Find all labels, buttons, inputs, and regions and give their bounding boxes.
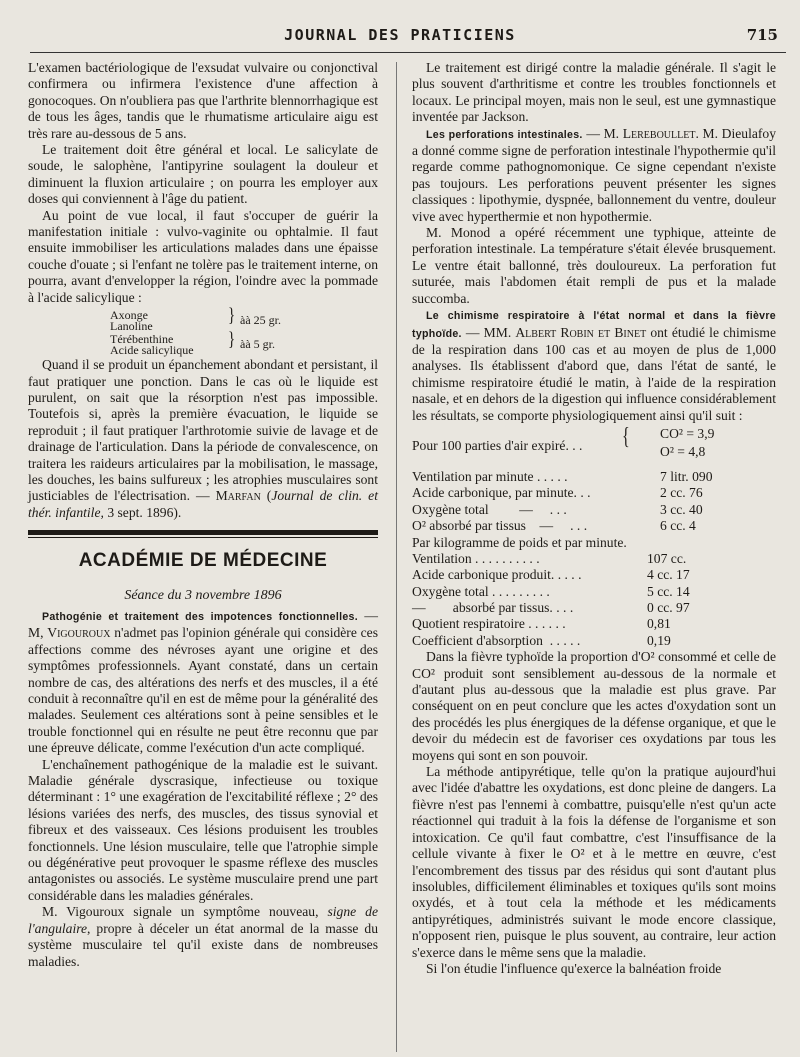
running-header xyxy=(0,26,800,48)
row-value: 0,19 xyxy=(647,632,671,648)
formula-ingredient: Acide salicylique xyxy=(110,343,194,358)
paragraph xyxy=(28,608,378,757)
row-value: 6 cc. 4 xyxy=(660,518,696,534)
formula-ingredient: Lanoline xyxy=(110,319,153,334)
paragraph: L'enchaînement pathogénique de la maladie est le suivant. Maladie générale dyscrasique, infectieuse ou toxique déterminant : 1° une exagération de l'excitabilité réflexe ; 2° des lésions variées des nerfs, des muscles, des tissus synovial et fibreux et des vaisseaux. Ces lésions produisent les troubles fonctionnels. Une lésion musculaire, telle que l'atrophie simple ou dégénérative peut provoquer le spasme réflexe des muscles antagonistes ou associés. Le système musculaire prend une part considérable dans les maladies générales. xyxy=(28,756,378,903)
column-rule xyxy=(396,62,397,1052)
row-value: 3 cc. 40 xyxy=(660,501,703,517)
paragraph xyxy=(28,904,378,970)
text: n'admet pas l'opinion générale qui considère ces affections comme des névroses ayant une origine et des symptômes professionnels. Ayant constaté, dans un certain nombre de cas, des altérations des nerfs et des muscles, il a été conduit à reconnaître qu'il en est de même pour la généralité des malades. Seulement ces altérations sont à peine sensibles et le trouble fonctionnel qui en résulte ne peut être reconnu que par une épreuve délicate, comme l'exécution d'un acte compliqué. xyxy=(28,625,378,756)
prescription-formula xyxy=(28,305,378,358)
brace: { xyxy=(622,424,630,450)
brace: } xyxy=(228,329,236,351)
paragraph: Dans la fièvre typhoïde la proportion d'O² consommé et celle de CO² produit sont sensiblement au-dessous de la normale et d'autant plus au-dessous que la maladie est plus grave. Par conséquent on en peut conclure que les actes d'oxydation sont un des procédés les plus énergiques de la défense organique, et que le devoir du médecin est de favoriser ces oxydations par tous les moyens qui sont en son pouvoir. xyxy=(412,649,776,763)
formula-quantity: àà 25 gr. xyxy=(240,313,281,328)
row-label: — absorbé par tissus. . . . xyxy=(412,600,574,616)
session-date: Séance du 3 novembre 1896 xyxy=(124,587,282,603)
row-label: O² absorbé par tissus — . . . xyxy=(412,518,588,534)
section-rule xyxy=(28,537,378,538)
row-label: Quotient respiratoire . . . . . . xyxy=(412,616,566,632)
left-column xyxy=(28,60,378,970)
table-row xyxy=(412,485,776,501)
table-row xyxy=(412,469,776,485)
row-value: 0 cc. 97 xyxy=(647,600,690,616)
table-row xyxy=(412,551,776,567)
journal-title: JOURNAL DES PRATICIENS xyxy=(284,26,516,44)
italic-term: signe de l'angulaire xyxy=(28,904,378,936)
brace: } xyxy=(228,305,236,327)
o2-value: O² = 4,8 xyxy=(660,443,706,459)
row-value: 4 cc. 17 xyxy=(647,567,690,583)
text: , propre à déceler un état anormal de la masse du système musculaire tel qu'il existe dans de nombreuses maladies. xyxy=(28,920,378,969)
row-label: Oxygène total — . . . xyxy=(412,501,567,517)
table-row xyxy=(412,633,776,649)
author: Albert Robin et Binet xyxy=(515,324,647,340)
row-label: Coefficient d'absorption . . . . . xyxy=(412,632,581,648)
row-value: 0,81 xyxy=(647,616,671,632)
table-row xyxy=(412,502,776,518)
paragraph xyxy=(412,307,776,424)
text: — M. xyxy=(582,125,623,141)
text: — MM. xyxy=(461,324,516,340)
table-row xyxy=(412,616,776,632)
paragraph: La méthode antipyrétique, telle qu'on la pratique aujourd'hui avec l'idée d'abattre les oxydations, est donc pleine de dangers. La fièvre n'est pas l'ennemi à combattre, puisqu'elle n'est qu'un acte réactionnel qui traduit à la fois la défense de l'organisme et son intoxication. Ce qu'il faut combattre, c'est l'insuffisance de la cellule vivante à fixer le O² et à le mettre en œuvre, c'est l'encombrement des tissus par des résidus qui sont d'autant plus insolubles, difficilement éliminables et toxiques qu'ils sont moins oxydés, et à tout cela la méthode et les médicaments antipyrétiques, administrés suivant le mode encore classique, n'opposent rien, puisque le plus souvent, au contraire, leur action s'exerce dans le même sens que la maladie. xyxy=(412,764,776,960)
text: — M, xyxy=(28,607,378,641)
paragraph: Si l'on étudie l'influence qu'exerce la balnéation froide xyxy=(426,960,722,976)
air-label: Pour 100 parties d'air expiré. . . xyxy=(412,437,583,453)
formula-quantity: àà 5 gr. xyxy=(240,337,275,352)
row-label: Acide carbonique produit. . . . . xyxy=(412,567,582,583)
formula-ingredient: Térébenthine xyxy=(110,332,174,347)
table-row xyxy=(412,567,776,583)
run-in-heading: Pathogénie et traitement des impotences fonctionnelles. xyxy=(42,610,358,623)
row-value: 7 litr. 090 xyxy=(660,468,713,484)
paragraph: L'examen bactériologique de l'exsudat vulvaire ou conjonctival confirmera ou infirmera l'existence d'une affection à gonocoques. On n'oubliera pas que l'arthrite blennorrhagique est de tous les âges, tandis que le rhumatisme articulaire aigu est très rare au-dessous de 5 ans. xyxy=(28,60,378,141)
row-label: Ventilation . . . . . . . . . . xyxy=(412,550,540,566)
paragraph-text: Quand il se produit un épanchement abondant et persistant, il faut pratiquer une ponction. Dans le cas où le liquide est purulent, on sait que la résorption n'est pas impossible. Toutefois si, après la première évacuation, le liquide se reproduit ; il faut pratiquer l'arthrotomie suivie de lavage et de drainage de l'articulation. Dans la période de convalescence, on traitera les raideurs articulaires par la mobilisation, le massage, les douches, les bains sulfureux ; les atrophies musculaires sont justiciables de l'électrisation. — xyxy=(28,357,378,504)
run-in-heading: Les perforations intestinales. xyxy=(426,128,583,141)
table-row xyxy=(412,584,776,600)
row-value: 107 cc. xyxy=(647,550,687,566)
page-number: 715 xyxy=(746,26,778,44)
kilogram-label-row xyxy=(412,535,776,551)
table-row xyxy=(412,600,776,616)
row-label: Acide carbonique, par minute. . . xyxy=(412,485,591,501)
paragraph: Quand il se produit un épanchement abondant et persistant, il faut pratiquer une ponction. Dans le cas où le liquide est purulent, on sait que la résorption n'est pas impossible. Toutefois si, après la première évacuation, le liquide se reproduit ; il faut pratiquer l'arthrotomie suivie de lavage et de drainage de l'articulation. Dans la période de convalescence, on traitera les raideurs articulaires par la mobilisation, le massage, les douches, les bains sulfureux ; les atrophies musculaires sont justiciables de l'électrisation. — Marfan (Journal de clin. et thér. infantile, 3 sept. 1896). xyxy=(28,357,378,520)
paragraph: Le traitement doit être général et local. Le salicylate de soude, le salophène, l'antipyrine soulagent la douleur et diminuent la fluxion articulaire ; on pourra les employer aux doses qui conviennent à l'âge du patient. xyxy=(28,142,378,207)
section-rule xyxy=(28,530,378,535)
author: Vigouroux xyxy=(47,625,111,641)
section-title: ACADÉMIE DE MÉDECINE xyxy=(78,550,328,572)
paragraph: Le traitement est dirigé contre la maladie générale. Il s'agit le plus souvent d'arthritisme et contre les troubles fonctionnels et locaux. Le principal moyen, mais non le seul, est une gymnastique inventée par Jackson. xyxy=(412,60,776,125)
paragraph xyxy=(412,126,776,225)
respiration-ratio xyxy=(412,426,776,467)
paragraph: M. Monod a opéré récemment une typhique, atteinte de perforation intestinale. La température s'était élevée brusquement. Le ventre était ballonné, très douloureux. La perforation fut suturée, mais l'abdomen était rempli de pus et la malade succomba. xyxy=(412,225,776,306)
text: M. Vigouroux signale un symptôme nouveau, xyxy=(42,904,328,920)
formula-ingredient: Axonge xyxy=(110,308,148,323)
co2-value: CO² = 3,9 xyxy=(660,425,715,441)
text: ont étudié le chimisme de la respiration dans 100 cas et au moyen de plus de 1,000 analyses. Ils établissent d'abord que, dans l'état de santé, le chimisme respiratoire étudié le matin, à l'aide de la respiration nasale, et en dehors de la digestion qui influence considérablement les résultats, se comporte physiologiquement ainsi qu'il suit : xyxy=(412,324,776,423)
paragraph: Au point de vue local, il faut s'occuper de guérir la manifestation initiale : vulvo-vaginite ou ophtalmie. Il faut ensuite immobiliser les articulations malades dans une épaisse couche d'ouate ; si l'enfant ne tolère pas le traitement interne, on pourra, avant d'envelopper la région, l'oindre avec la pommade à l'acide salicylique : xyxy=(28,207,378,305)
row-value: 5 cc. 14 xyxy=(647,583,690,599)
author: Marfan xyxy=(215,488,261,504)
run-in-heading: Le chimisme respiratoire à l'état normal et dans la fièvre typhoïde. xyxy=(412,310,776,340)
table-row xyxy=(412,518,776,534)
header-rule xyxy=(30,52,786,53)
row-label: Oxygène total . . . . . . . . . xyxy=(412,583,550,599)
author: Lereboullet. xyxy=(622,125,699,141)
source: Journal de clin. et thér. infantile, xyxy=(28,488,378,520)
text: M. Dieulafoy a donné comme signe de perforation intestinale l'hypothermie qu'il regarde comme pathognomonique. Ce signe cependant n'existe pas toujours. Les perforations peuvent présenter les signes classiques : lipothymie, dyspnée, ballonnement du ventre, douleur vive avec hyperthermie et non hypothermie. xyxy=(412,125,776,224)
row-value: 2 cc. 76 xyxy=(660,485,703,501)
row-label: Ventilation par minute . . . . . xyxy=(412,468,568,484)
right-column xyxy=(412,60,776,977)
date: 3 sept. 1896). xyxy=(107,504,182,520)
kilogram-label: Par kilogramme de poids et par minute. xyxy=(412,534,627,550)
respiration-table-1 xyxy=(412,469,776,535)
respiration-table-2 xyxy=(412,551,776,649)
